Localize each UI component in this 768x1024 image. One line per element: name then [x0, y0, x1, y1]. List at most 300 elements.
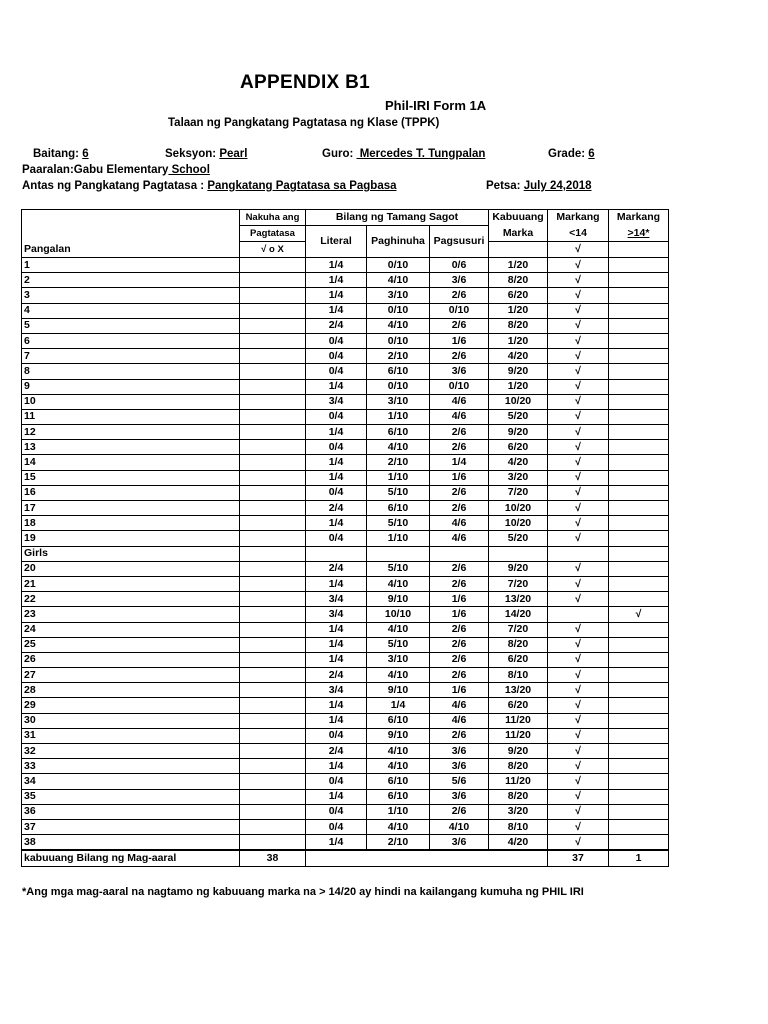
literal-cell: 2/4 [306, 668, 367, 683]
student-number: 29 [22, 698, 240, 713]
markang-gt14-cell [609, 485, 669, 500]
literal-cell: 0/4 [306, 409, 367, 424]
student-number: 3 [22, 288, 240, 303]
paghinuha-cell: 0/10 [367, 258, 430, 273]
student-number: 36 [22, 804, 240, 819]
kabuuang-cell: 11/20 [489, 774, 548, 789]
kabuuang-cell: 5/20 [489, 531, 548, 546]
markang-lt14-cell: √ [548, 409, 609, 424]
paghinuha-cell: 10/10 [367, 607, 430, 622]
literal-cell: 1/4 [306, 652, 367, 667]
header-markang2-3 [609, 242, 669, 258]
table-row [22, 318, 669, 333]
markang-gt14-cell [609, 819, 669, 834]
kabuuang-cell: 5/20 [489, 409, 548, 424]
pagsusuri-cell: 1/6 [430, 470, 489, 485]
nakuha-cell [240, 713, 306, 728]
student-number: 11 [22, 409, 240, 424]
literal-cell: 2/4 [306, 744, 367, 759]
student-number: 7 [22, 349, 240, 364]
markang-gt14-cell [609, 637, 669, 652]
markang-gt14-cell [609, 576, 669, 591]
paghinuha-cell: 2/10 [367, 349, 430, 364]
header-row-2 [22, 226, 669, 242]
student-number: 13 [22, 440, 240, 455]
header-markang1-1: Markang [548, 210, 609, 226]
markang-gt14-cell [609, 273, 669, 288]
student-number: 33 [22, 759, 240, 774]
kabuuang-cell: 1/20 [489, 379, 548, 394]
markang-gt14-cell [609, 470, 669, 485]
nakuha-cell [240, 485, 306, 500]
markang-gt14-cell [609, 698, 669, 713]
literal-cell: 1/4 [306, 455, 367, 470]
nakuha-cell [240, 288, 306, 303]
totals-row [22, 850, 669, 866]
nakuha-cell [240, 607, 306, 622]
kabuuang-cell: 7/20 [489, 485, 548, 500]
student-number: 38 [22, 835, 240, 851]
kabuuang-cell: 9/20 [489, 744, 548, 759]
markang-lt14-cell: √ [548, 485, 609, 500]
markang-lt14-cell: √ [548, 561, 609, 576]
pagsusuri-cell: 4/6 [430, 713, 489, 728]
table-row [22, 258, 669, 273]
table-row [22, 470, 669, 485]
header-nakuha-2: Pagtatasa [240, 226, 306, 242]
nakuha-cell [240, 759, 306, 774]
markang-lt14-cell [548, 607, 609, 622]
markang-lt14-cell: √ [548, 652, 609, 667]
pagsusuri-cell: 2/6 [430, 637, 489, 652]
girls-label: Girls [22, 546, 240, 561]
kabuuang-cell: 10/20 [489, 501, 548, 516]
paghinuha-cell: 4/10 [367, 819, 430, 834]
table-row [22, 835, 669, 851]
nakuha-cell [240, 531, 306, 546]
table-row [22, 652, 669, 667]
pagsusuri-cell: 1/6 [430, 592, 489, 607]
guro-label: Guro: [322, 148, 354, 160]
markang-gt14-cell [609, 303, 669, 318]
pagsusuri-cell: 2/6 [430, 349, 489, 364]
markang-gt14-cell: √ [609, 607, 669, 622]
markang-lt14-cell: √ [548, 637, 609, 652]
paghinuha-cell: 9/10 [367, 683, 430, 698]
antas-label: Antas ng Pangkatang Pagtatasa : [22, 180, 205, 192]
markang-gt14-cell [609, 258, 669, 273]
markang-lt14-cell: √ [548, 576, 609, 591]
markang-lt14-cell: √ [548, 713, 609, 728]
paghinuha-cell: 1/10 [367, 804, 430, 819]
literal-cell: 1/4 [306, 835, 367, 851]
literal-cell: 0/4 [306, 774, 367, 789]
markang-lt14-cell: √ [548, 258, 609, 273]
baitang-label: Baitang: [33, 148, 79, 160]
literal-cell: 3/4 [306, 394, 367, 409]
nakuha-cell [240, 440, 306, 455]
markang-lt14-cell: √ [548, 698, 609, 713]
table-row [22, 333, 669, 348]
student-number: 17 [22, 501, 240, 516]
header-nakuha-3: √ o X [240, 242, 306, 258]
totals-markang2: 1 [609, 850, 669, 866]
student-number: 26 [22, 652, 240, 667]
student-number: 35 [22, 789, 240, 804]
nakuha-cell [240, 455, 306, 470]
literal-cell: 1/4 [306, 789, 367, 804]
markang-lt14-cell: √ [548, 516, 609, 531]
pagsusuri-cell: 3/6 [430, 744, 489, 759]
markang-lt14-cell: √ [548, 425, 609, 440]
pagsusuri-cell: 4/6 [430, 698, 489, 713]
header-markang1-3: √ [548, 242, 609, 258]
paaralan-label: Paaralan:Gabu Elementary [22, 164, 169, 176]
literal-cell: 3/4 [306, 607, 367, 622]
kabuuang-cell: 4/20 [489, 349, 548, 364]
markang-lt14-cell: √ [548, 440, 609, 455]
markang-gt14-cell [609, 744, 669, 759]
pagsusuri-cell: 2/6 [430, 561, 489, 576]
student-number: 30 [22, 713, 240, 728]
literal-cell: 1/4 [306, 379, 367, 394]
header-blank-2 [22, 226, 240, 242]
student-number: 22 [22, 592, 240, 607]
totals-group [22, 850, 669, 866]
totals-blank [306, 850, 548, 866]
kabuuang-cell: 8/20 [489, 789, 548, 804]
literal-cell: 1/4 [306, 273, 367, 288]
nakuha-cell [240, 318, 306, 333]
girls-row [22, 546, 669, 561]
pagsusuri-cell: 1/6 [430, 333, 489, 348]
literal-cell: 3/4 [306, 592, 367, 607]
nakuha-cell [240, 516, 306, 531]
header-nakuha-1: Nakuha ang [240, 210, 306, 226]
table-row [22, 759, 669, 774]
table-row [22, 576, 669, 591]
markang-lt14-cell: √ [548, 622, 609, 637]
nakuha-cell [240, 804, 306, 819]
kabuuang-cell: 11/20 [489, 713, 548, 728]
table-row [22, 485, 669, 500]
markang-lt14-cell: √ [548, 455, 609, 470]
empty-cell [430, 546, 489, 561]
nakuha-cell [240, 364, 306, 379]
pagsusuri-cell: 2/6 [430, 425, 489, 440]
table-row [22, 607, 669, 622]
paghinuha-cell: 0/10 [367, 379, 430, 394]
pagsusuri-cell: 4/6 [430, 516, 489, 531]
student-number: 28 [22, 683, 240, 698]
literal-cell: 1/4 [306, 576, 367, 591]
student-number: 21 [22, 576, 240, 591]
empty-cell [489, 546, 548, 561]
literal-cell: 1/4 [306, 425, 367, 440]
literal-cell: 2/4 [306, 561, 367, 576]
paghinuha-cell: 1/4 [367, 698, 430, 713]
seksyon-field [165, 148, 247, 160]
nakuha-cell [240, 698, 306, 713]
nakuha-cell [240, 470, 306, 485]
pagsusuri-cell: 5/6 [430, 774, 489, 789]
student-number: 24 [22, 622, 240, 637]
table-row [22, 789, 669, 804]
paghinuha-cell: 1/10 [367, 470, 430, 485]
form-name: Phil-IRI Form 1A [385, 98, 487, 113]
markang-lt14-cell: √ [548, 364, 609, 379]
literal-cell: 0/4 [306, 728, 367, 743]
student-number: 1 [22, 258, 240, 273]
table-row [22, 349, 669, 364]
pagsusuri-cell: 0/10 [430, 379, 489, 394]
kabuuang-cell: 4/20 [489, 835, 548, 851]
literal-cell: 1/4 [306, 288, 367, 303]
kabuuang-cell: 6/20 [489, 652, 548, 667]
nakuha-cell [240, 501, 306, 516]
empty-cell [367, 546, 430, 561]
nakuha-cell [240, 789, 306, 804]
paghinuha-cell: 4/10 [367, 744, 430, 759]
table-row [22, 440, 669, 455]
nakuha-cell [240, 349, 306, 364]
header-kabuuang-1: Kabuuang [489, 210, 548, 226]
nakuha-cell [240, 652, 306, 667]
pagsusuri-cell: 1/6 [430, 683, 489, 698]
pagsusuri-cell: 2/6 [430, 440, 489, 455]
paghinuha-cell: 1/10 [367, 531, 430, 546]
literal-cell: 1/4 [306, 470, 367, 485]
markang-lt14-cell: √ [548, 774, 609, 789]
kabuuang-cell: 1/20 [489, 303, 548, 318]
kabuuang-cell: 10/20 [489, 516, 548, 531]
pagsusuri-cell: 2/6 [430, 318, 489, 333]
paghinuha-cell: 4/10 [367, 668, 430, 683]
kabuuang-cell: 8/20 [489, 318, 548, 333]
literal-cell: 1/4 [306, 303, 367, 318]
pagsusuri-cell: 3/6 [430, 759, 489, 774]
nakuha-cell [240, 409, 306, 424]
markang-lt14-cell: √ [548, 759, 609, 774]
nakuha-cell [240, 258, 306, 273]
markang-gt14-cell [609, 516, 669, 531]
kabuuang-cell: 9/20 [489, 425, 548, 440]
markang-gt14-cell [609, 804, 669, 819]
markang-lt14-cell: √ [548, 303, 609, 318]
pagsusuri-cell: 4/10 [430, 819, 489, 834]
header-pagsusuri: Pagsusuri [430, 226, 489, 258]
student-number: 5 [22, 318, 240, 333]
antas-field [22, 180, 397, 192]
nakuha-cell [240, 576, 306, 591]
nakuha-cell [240, 303, 306, 318]
grade-field [548, 148, 595, 160]
grade-label: Grade: [548, 148, 586, 160]
pagsusuri-cell: 4/6 [430, 531, 489, 546]
pagsusuri-cell: 0/10 [430, 303, 489, 318]
totals-label: kabuuang Bilang ng Mag-aaral [22, 850, 240, 866]
student-number: 19 [22, 531, 240, 546]
student-number: 18 [22, 516, 240, 531]
table-row [22, 713, 669, 728]
markang-gt14-cell [609, 440, 669, 455]
pagsusuri-cell: 3/6 [430, 835, 489, 851]
student-number: 31 [22, 728, 240, 743]
header-literal: Literal [306, 226, 367, 258]
nakuha-cell [240, 774, 306, 789]
pagsusuri-cell: 2/6 [430, 288, 489, 303]
markang-gt14-cell [609, 759, 669, 774]
table-row [22, 804, 669, 819]
literal-cell: 0/4 [306, 819, 367, 834]
literal-cell: 1/4 [306, 258, 367, 273]
literal-cell: 1/4 [306, 622, 367, 637]
markang-gt14-cell [609, 455, 669, 470]
literal-cell: 1/4 [306, 698, 367, 713]
markang-gt14-cell [609, 561, 669, 576]
paghinuha-cell: 4/10 [367, 759, 430, 774]
student-number: 15 [22, 470, 240, 485]
student-number: 20 [22, 561, 240, 576]
markang-gt14-cell [609, 728, 669, 743]
markang-lt14-cell: √ [548, 819, 609, 834]
table-row [22, 425, 669, 440]
markang-lt14-cell: √ [548, 683, 609, 698]
paghinuha-cell: 2/10 [367, 455, 430, 470]
footnote: *Ang mga mag-aaral na nagtamo ng kabuuang marka na > 14/20 ay hindi na kailangang kumuha ng PHIL IRI [22, 886, 584, 898]
pagsusuri-cell: 2/6 [430, 622, 489, 637]
kabuuang-cell: 8/10 [489, 668, 548, 683]
petsa-value: July 24,2018 [523, 180, 592, 192]
guro-value: Mercedes T. Tungpalan [356, 148, 486, 160]
student-number: 4 [22, 303, 240, 318]
paghinuha-cell: 9/10 [367, 728, 430, 743]
markang-lt14-cell: √ [548, 531, 609, 546]
page-title: APPENDIX B1 [240, 72, 371, 93]
pagsusuri-cell: 4/6 [430, 409, 489, 424]
student-number: 2 [22, 273, 240, 288]
pagsusuri-cell: 2/6 [430, 668, 489, 683]
student-number: 25 [22, 637, 240, 652]
paghinuha-cell: 2/10 [367, 835, 430, 851]
guro-field [322, 148, 485, 160]
paghinuha-cell: 5/10 [367, 485, 430, 500]
markang-gt14-cell [609, 501, 669, 516]
petsa-field [486, 180, 592, 192]
pagsusuri-cell: 2/6 [430, 652, 489, 667]
paghinuha-cell: 5/10 [367, 637, 430, 652]
literal-cell: 2/4 [306, 501, 367, 516]
table-row [22, 819, 669, 834]
seksyon-label: Seksyon: [165, 148, 217, 160]
table-row [22, 561, 669, 576]
empty-cell [609, 546, 669, 561]
kabuuang-cell: 7/20 [489, 576, 548, 591]
student-number: 34 [22, 774, 240, 789]
pagsusuri-cell: 2/6 [430, 804, 489, 819]
markang-lt14-cell: √ [548, 501, 609, 516]
pagsusuri-cell: 2/6 [430, 728, 489, 743]
table-row [22, 409, 669, 424]
header-row-1 [22, 210, 669, 226]
antas-value: Pangkatang Pagtatasa sa Pagbasa [207, 180, 397, 192]
kabuuang-cell: 3/20 [489, 804, 548, 819]
baitang-value: 6 [82, 148, 89, 160]
markang-gt14-cell [609, 531, 669, 546]
rows-group-a [22, 258, 669, 547]
rows-group-b [22, 561, 669, 850]
student-number: 16 [22, 485, 240, 500]
paghinuha-cell: 5/10 [367, 516, 430, 531]
paghinuha-cell: 3/10 [367, 652, 430, 667]
markang-lt14-cell: √ [548, 668, 609, 683]
literal-cell: 1/4 [306, 713, 367, 728]
markang-gt14-cell [609, 394, 669, 409]
student-number: 12 [22, 425, 240, 440]
literal-cell: 1/4 [306, 759, 367, 774]
markang-gt14-cell [609, 318, 669, 333]
paghinuha-cell: 6/10 [367, 789, 430, 804]
table-row [22, 364, 669, 379]
header-kabuuang-2: Marka [489, 226, 548, 242]
nakuha-cell [240, 835, 306, 851]
markang-gt14-cell [609, 333, 669, 348]
student-number: 6 [22, 333, 240, 348]
paghinuha-cell: 1/10 [367, 409, 430, 424]
pagsusuri-cell: 2/6 [430, 485, 489, 500]
markang-lt14-cell: √ [548, 744, 609, 759]
kabuuang-cell: 8/10 [489, 819, 548, 834]
kabuuang-cell: 4/20 [489, 455, 548, 470]
form-subtitle: Talaan ng Pangkatang Pagtatasa ng Klase (TPPK) [168, 117, 440, 129]
table-row [22, 728, 669, 743]
paghinuha-cell: 9/10 [367, 592, 430, 607]
kabuuang-cell: 13/20 [489, 592, 548, 607]
petsa-label: Petsa: [486, 180, 521, 192]
pagsusuri-cell: 3/6 [430, 789, 489, 804]
markang-lt14-cell: √ [548, 470, 609, 485]
header-paghinuha: Paghinuha [367, 226, 430, 258]
markang-lt14-cell: √ [548, 288, 609, 303]
markang-gt14-cell [609, 683, 669, 698]
table-row [22, 288, 669, 303]
markang-gt14-cell [609, 713, 669, 728]
pagsusuri-cell: 2/6 [430, 576, 489, 591]
paghinuha-cell: 6/10 [367, 713, 430, 728]
table-row [22, 501, 669, 516]
pagsusuri-cell: 3/6 [430, 273, 489, 288]
paghinuha-cell: 6/10 [367, 774, 430, 789]
markang-gt14-cell [609, 288, 669, 303]
nakuha-cell [240, 622, 306, 637]
student-number: 23 [22, 607, 240, 622]
markang-gt14-cell [609, 364, 669, 379]
paaralan-value: School [168, 164, 210, 176]
nakuha-cell [240, 728, 306, 743]
header-pangalan: Pangalan [22, 242, 240, 258]
literal-cell: 3/4 [306, 683, 367, 698]
kabuuang-cell: 1/20 [489, 258, 548, 273]
markang-gt14-cell [609, 668, 669, 683]
kabuuang-cell: 9/20 [489, 561, 548, 576]
literal-cell: 0/4 [306, 333, 367, 348]
markang-lt14-cell: √ [548, 333, 609, 348]
kabuuang-cell: 8/20 [489, 759, 548, 774]
table-row [22, 637, 669, 652]
table-row [22, 273, 669, 288]
kabuuang-cell: 11/20 [489, 728, 548, 743]
kabuuang-cell: 8/20 [489, 637, 548, 652]
